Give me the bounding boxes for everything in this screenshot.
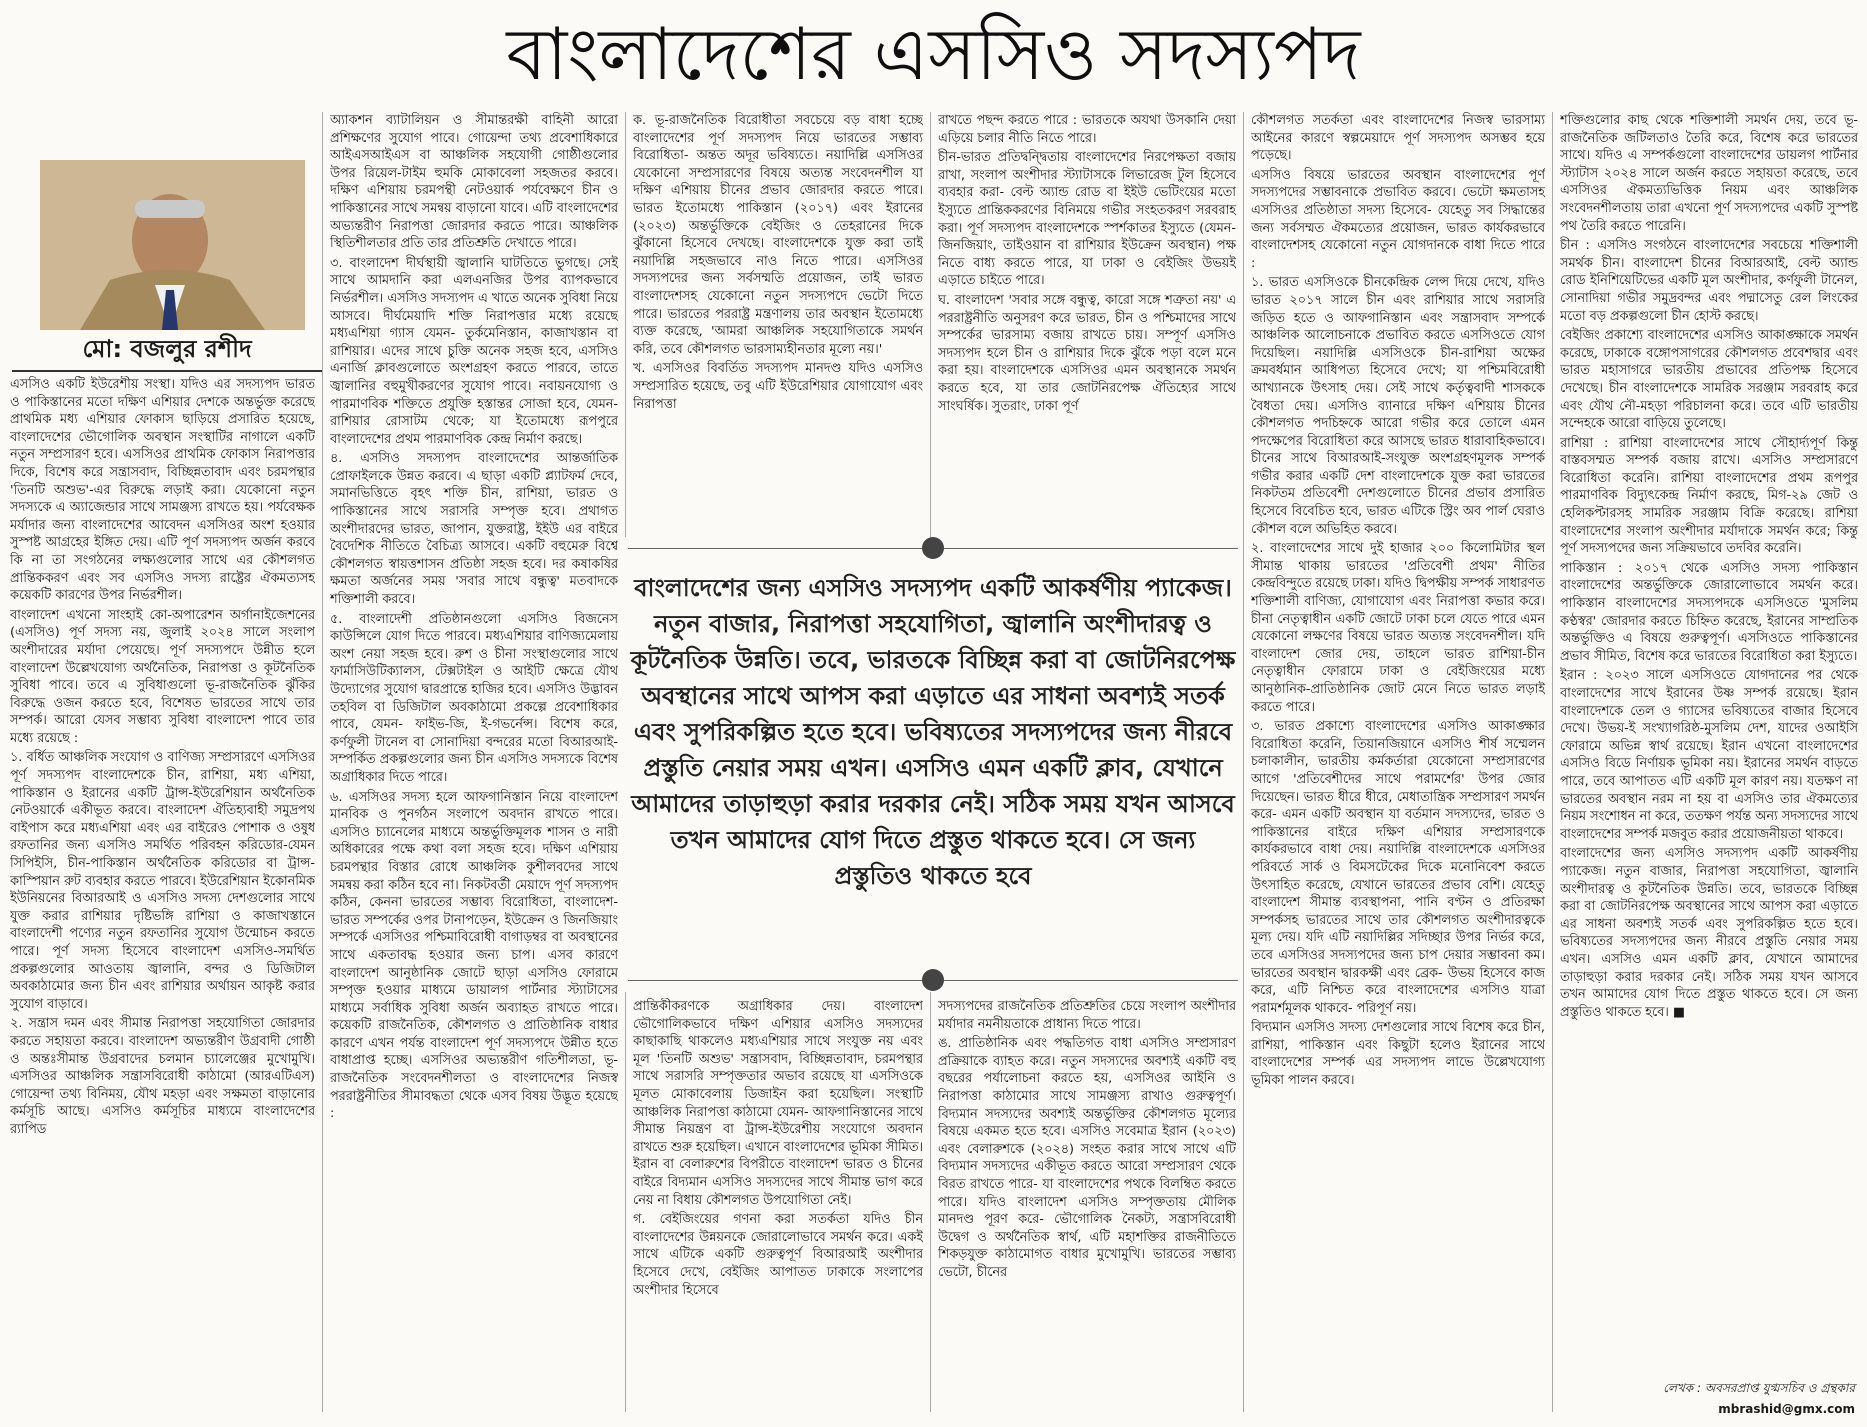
pull-quote: বাংলাদেশের জন্য এসসিও সদস্যপদ একটি আকর্ষণীয় প্যাকেজ। নতুন বাজার, নিরাপত্তা সহযোগিতা, জ্বালানি অংশীদারত্ব ও কূটনৈতিক উন্নতি। তবে, ভারতকে বিচ্ছিন্ন করা বা জোটনিরপেক্ষ অবস্থানের সাথে আপস করা এড়াতে এর সাধনা অবশ্যই সতর্ক এবং সুপরিকল্পিত হতে হবে। ভবিষ্যতের সদস্যপদের জন্য নীরবে প্রস্তুতি নেয়ার সময় এখন। এসসিও এমন একটি ক্লাব, যেখানে আমাদের তাড়াহুড়া করার দরকার নেই। সঠিক সময় যখন আসবে তখন আমাদের যোগ দিতে প্রস্তুত থাকতে হবে। সে জন্য প্রস্তুতিও থাকতে হবে (630, 574, 1236, 890)
column-rule (625, 992, 626, 1412)
column-rule (1552, 112, 1553, 1412)
pullquote-dot-bottom (922, 969, 944, 991)
author-email[interactable]: mbrashid@gmx.com (1718, 1402, 1855, 1416)
article-column-5: কৌশলগত সতর্কতা এবং বাংলাদেশের নিজস্ব ভারসাম্য আইনের কারণে স্বল্পমেয়াদে পূর্ণ সদস্যপদ অসম্ভব হয়ে পড়েছে। এসসিও বিষয়ে ভারতের অবস্থান বাংলাদেশের পূর্ণ সদস্যপদের সম্ভাবনাকে প্রভাবিত করবে। ভেটো ক্ষমতাসহ এসসিওর প্রতিষ্ঠাতা সদস্য হিসেবে- যেহেতু সব সিদ্ধান্তের জন্য সর্বসম্মত ঐকমত্যের প্রয়োজন, ভারত কার্যকরভাবে বাংলাদেশসহ যেকোনো নতুন যোগদানকে বাধা দিতে পারে : ১. ভারত এসসিওকে চীনকেন্দ্রিক লেন্স দিয়ে দেখে, যদিও ভারত ২০১৭ সালে চীন এবং রাশিয়ার সাথে সরাসরি জড়িত হতে ও আফগানিস্তান এবং সন্ত্রাসবাদ সম্পর্কে আঞ্চলিক আলোচনাকে প্রভাবিত করতে এসসিওতে যোগ দিয়েছিল। নয়াদিল্লি এসসিওকে চীন-রাশিয়া অক্ষের ক্রমবর্ধমান আধিপত্য হিসেবে দেখে; যা পশ্চিমবিরোধী আখ্যানকে উৎসাহ দেয়। সেই সাথে কর্তৃত্ববাদী শাসককে বৈধতা দেয়। এসসিও ব্যানারে দক্ষিণ এশিয়ায় চীনের কৌশলগত পদচিহ্নকে আরো গভীর করে তোলে এমন পদক্ষেপের বিরোধিতা করে আসছে ভারত ধারাবাহিকভাবে। চীনের সাথে বিআরআই-সংযুক্ত অংশগ্রহণমূলক সম্পর্ক গভীর করার একটি দেশ বাংলাদেশকে যুক্ত করা ভারতের নিকটতম প্রতিবেশী দেশগুলোতে চীনের প্রভাব প্রসারিত হিসেবে বিবেচিত হবে, ভারত এটিকে স্ট্রিং অব পার্ল ঘেরাও কৌশল বলে অভিহিত করবে। ২. বাংলাদেশের সাথে দুই হাজার ২০০ কিলোমিটার স্থল সীমান্ত থাকায় ভারতের 'প্রতিবেশী প্রথম' নীতির কেন্দ্রবিন্দুতে রয়েছে ঢাকা। যদিও দ্বিপক্ষীয় সম্পর্ক সাধারণত শক্তিশালী বাণিজ্য, যোগাযোগ এবং নিরাপত্তা কভার করে। চীনা নেতৃত্বাধীন একটি জোটে ঢাকা চলে যেতে পারে এমন যেকোনো লক্ষণের বিষয়ে ভারত অত্যন্ত সংবেদনশীল। যদি বাংলাদেশ জোর দেয়, তাহলে ভারত রাশিয়া-চীন নেতৃত্বাধীন ফোরামে ঢাকা ও বেইজিংয়ের মধ্যে আনুষ্ঠানিক-প্রাতিষ্ঠানিক জোট মেনে নিতে ভারত লড়াই করতে পারে। ৩. ভারত প্রকাশ্যে বাংলাদেশের এসসিও আকাঙ্ক্ষার বিরোধিতা করেনি, তিয়ানজিয়ানে এসসিও শীর্ষ সম্মেলন চলাকালীন, ভারতীয় কর্মকর্তারা যেকোনো সম্প্রসারণের আগে 'প্রতিবেশীদের সাথে পরামর্শের' উপর জোর দিয়েছেন। ভারত ধীরে ধীরে, মেধাতান্ত্রিক সম্প্রসারণ সমর্থন করে- এমন একটি অবস্থান যা বর্তমান সদস্যদের, ভারত ও পাকিস্তানের বাইরে দক্ষিণ এশিয়ার সম্প্রসারণকে কার্যকরভাবে বাধা দেয়। নয়াদিল্লি বাংলাদেশকে এসসিওর পরিবর্তে সার্ক ও বিমসটেকের দিকে মনোনিবেশ করতে উৎসাহিত করেছে, যেখানে ভারতের প্রভাব বেশি। যেহেতু বাংলাদেশ সীমান্ত ব্যবস্থাপনা, পানি বণ্টন ও প্রতিরক্ষা সম্পর্কসহ ভারতের সাথে তার কৌশলগত অংশীদারত্বকে মূল্য দেয়। যদি এটি নয়াদিল্লির সদিচ্ছার উপর নির্ভর করে, তবে এসসিওর সদস্যপদের জন্য চাপ দেয়ার সম্ভাবনা কম। ভারতের অবস্থান দ্বারকক্ষী এবং ব্রেক- উভয় হিসেবে কাজ করে, এটি নিশ্চিত করে বাংলাদেশের এসসিও যাত্রা পরামর্শমূলক থাকবে- পরিপূর্ণ নয়। বিদ্যমান এসসিও সদস্য দেশগুলোর সাথে বিশেষ করে চীন, রাশিয়া, পাকিস্তান এবং কিছুটা হলেও ইরানের সাথে বাংলাদেশের সম্পর্ক এর সদস্যপদ লাভে উল্লেখযোগ্য ভূমিকা পালন করবে। (1251, 113, 1545, 1089)
headline: বাংলাদেশের এসসিও সদস্যপদ (506, 12, 1361, 96)
pullquote-dot-top (922, 537, 944, 559)
article-column-4: রাখতে পছন্দ করতে পারে : ভারতকে অযথা উসকানি দেয়া এড়িয়ে চলার নীতি নিতে পারে। চীন-ভারত প্রতিদ্বন্দ্বিতায় বাংলাদেশের নিরপেক্ষতা বজায় রাখা, সংলাপ অংশীদার স্ট্যাটাসকে লিভারেজ টুল হিসেবে ব্যবহার করা- বেল্ট অ্যান্ড রোড বা ইইউ ভেটিংয়ের মতো ইস্যুতে প্রান্তিককরণের বিনিময়ে গভীর সংহতকরণ সরবরাহ করা। পূর্ণ সদস্যপদ বাংলাদেশকে স্পর্শকাতর ইস্যুতে (যেমন- জিনজিয়াং, তাইওয়ান বা রাশিয়ার ইউক্রেন অবস্থান) পক্ষ নিতে বাধ্য করতে পারে, যা ঢাকা ও বেইজিং উভয়ই এড়াতে চাইতে পারে। ঘ. বাংলাদেশ 'সবার সঙ্গে বন্ধুত্ব, কারো সঙ্গে শত্রুতা নয়' এ পররাষ্ট্রনীতি অনুসরণ করে ভারত, চীন ও পশ্চিমাদের সাথে সম্পর্কের ভারসাম্য বজায় রাখতে চায়। সম্পূর্ণ এসসিও সদস্যপদ হলে চীন ও রাশিয়ার দিকে ঝুঁকে পড়া বলে মনে করা হয়। বাংলাদেশকে এসসিওর এমন অবস্থানকে সমর্থন করতে হবে, যা তার জোটনিরপেক্ষ ঐতিহ্যের সাথে সাংঘর্ষিক। সুতরাং, ঢাকা পূর্ণ (938, 113, 1236, 414)
article-column-3-lower: প্রান্তিকীকরণকে অগ্রাধিকার দেয়। বাংলাদেশ ভৌগোলিকভাবে দক্ষিণ এশিয়ার এসসিও সদস্যদের কাছাকাছি থাকলেও মধ্যএশিয়ার সাথে সংযুক্ত নয় এবং মূল 'তিনটি অশুভ' সন্ত্রাসবাদ, বিচ্ছিন্নতাবাদ, চরমপন্থার সাথে সরাসরি সম্পৃক্ততার অভাব রয়েছে যা এসসিওকে মূলত মোকাবেলায় ডিজাইন করা হয়েছিল। সংস্থাটি আঞ্চলিক নিরাপত্তা কাঠামো যেমন- আফগানিস্তানের সাথে সীমান্ত নিয়ন্ত্রণ বা ট্রান্স-ইউরেশীয় সংযোগে অবদান রাখতে শুরু হয়েছিল। এখানে বাংলাদেশের ভূমিকা সীমিত। ইরান বা বেলারুশের বিপরীতে বাংলাদেশ ভারত ও চীনের বাইরে বিদ্যমান এসসিও সদস্যদের সাথে সীমান্ত ভাগ করে নেয় না বিধায় কৌশলগত উপযোগিতা নেই। গ. বেইজিংয়ের গণনা করা সতর্কতা যদিও চীন বাংলাদেশের উন্নয়নকে জোরালোভাবে সমর্থন করে। একই সাথে এটিকে একটি গুরুত্বপূর্ণ বিআরআই অংশীদার হিসেবে দেখে, বেইজিং আপাতত ঢাকাকে সংলাপের অংশীদার হিসেবে (633, 999, 923, 1298)
article-column-6: শক্তিগুলোর কাছ থেকে শক্তিশালী সমর্থন দেয়, তবে ভূ-রাজনৈতিক জটিলতাও তৈরি করে, বিশেষ করে ভারতের সাথে। যদিও এ সম্পর্কগুলো বাংলাদেশের ডায়লগ পার্টনার স্ট্যাটাস ২০২৪ সালে অর্জন করতে সহায়তা করেছে, তবে এসসিওর ঐকমত্যভিত্তিক নিয়ম এবং আঞ্চলিক সংবেদনশীলতায় তারা এখনো পূর্ণ সদস্যপদের একটি সুস্পষ্ট পথ তৈরি করতে পারেনি। চীন : এসসিও সংগঠনে বাংলাদেশের সবচেয়ে শক্তিশালী সমর্থক চীন। বাংলাদেশ চীনের বিআরআই, বেল্ট অ্যান্ড রোড ইনিশিয়েটিভের একটি মূল অংশীদার, কর্ণফুলী টানেল, সোনাদিয়া গভীর সমুদ্রবন্দর এবং পদ্মাসেতু রেল লিংকের মতো বড় প্রকল্পগুলো চীন হোস্ট করছে। বেইজিং প্রকাশ্যে বাংলাদেশের এসসিও আকাঙ্ক্ষাকে সমর্থন করেছে, ঢাকাকে বঙ্গোপসাগরের কৌশলগত প্রবেশদ্বার এবং ভারত মহাসাগরে ভারতীয় প্রভাবের প্রতিপক্ষ হিসেবে দেখেছে। চীন বাংলাদেশকে সামরিক সরঞ্জাম সরবরাহ করে এবং যৌথ নৌ-মহড়া পরিচালনা করে। তবে এটি ভারতীয় সন্দেহকে আরো বাড়িয়ে তুলেছে। রাশিয়া : রাশিয়া বাংলাদেশের সাথে সৌহার্দ্যপূর্ণ কিন্তু বাস্তবসম্মত সম্পর্ক বজায় রাখে। এসসিও সম্প্রসারণে বিরোধিতা করেনি। রাশিয়া বাংলাদেশের প্রথম রূপপুর পারমাণবিক বিদ্যুৎকেন্দ্র নির্মাণ করছে, মিগ-২৯ জেট ও হেলিকপ্টারসহ সামরিক সরঞ্জাম বিক্রি করেছে। রাশিয়া বাংলাদেশের সংলাপ অংশীদার মর্যাদাকে সমর্থন করে; কিন্তু পূর্ণ সদস্যপদের জন্য সক্রিয়ভাবে তদবির করেনি। পাকিস্তান : ২০১৭ থেকে এসসিও সদস্য পাকিস্তান বাংলাদেশের অন্তর্ভুক্তিকে জোরালোভাবে সমর্থন করে। পাকিস্তান বাংলাদেশের সদস্যপদকে এসসিওতে 'মুসলিম কণ্ঠস্বর' জোরদার করতে চিহ্নিত করেছে, ইরানের সাম্প্রতিক অন্তর্ভুক্তিও এ বিষয়ে গুরুত্বপূর্ণ। এসসিওতে পাকিস্তানের প্রভাব সীমিত, বিশেষ করে ভারতের বিরোধিতা করা ইস্যুতে। ইরান : ২০২৩ সালে এসসিওতে যোগদানের পর থেকে বাংলাদেশের সাথে ইরানের উষ্ণ সম্পর্ক রয়েছে। ইরান বাংলাদেশকে তেল ও গ্যাসের ভবিষ্যতের বাজার হিসেবে দেখে। উভয়-ই সংখ্যাগরিষ্ঠ-মুসলিম দেশ, যাদের ওআইসি ফোরামে অভিন্ন স্বার্থ রয়েছে। ইরান এখনো বাংলাদেশের এসসিও বিডে নির্ণায়ক ভূমিকা নয়। ইরানের সমর্থন বাড়তে পারে, তবে আপাতত এটি একটি মূল কারণ নয়। যতক্ষণ না ভারতের অবস্থান নরম না হয় বা এসসিও তার ঐকমত্যের নিয়ম সংশোধন না করে, ততক্ষণ পর্যন্ত অন্য সদস্যদের সাথে বাংলাদেশের সম্পর্ক মজবুত করার প্রয়োজনীয়তা থাকবে। বাংলাদেশের জন্য এসসিও সদস্যপদ একটি আকর্ষণীয় প্যাকেজ। নতুন বাজার, নিরাপত্তা সহযোগিতা, জ্বালানি অংশীদারত্ব ও কূটনৈতিক উন্নতি। তবে, ভারতকে বিচ্ছিন্ন করা বা জোটনিরপেক্ষ অবস্থানের সাথে আপস করা এড়াতে এর সাধনা অবশ্যই সতর্ক এবং সুপরিকল্পিত হতে হবে। ভবিষ্যতের সদস্যপদের জন্য নীরবে প্রস্তুতি নেয়ার সময় এখন। এসসিও এমন একটি ক্লাব, যেখানে আমাদের তাড়াহুড়া করার দরকার নেই। সঠিক সময় যখন আসবে তখন আমাদের যোগ দিতে প্রস্তুত থাকতে হবে। সে জন্য প্রস্তুতিও থাকতে হবে। ■ (1560, 113, 1858, 1020)
article-column-4-lower: সদস্যপদের রাজনৈতিক প্রতিশ্রুতির চেয়ে সংলাপ অংশীদার মর্যাদার নমনীয়তাকে প্রাধান্য দিতে পারে। ঙ. প্রাতিষ্ঠানিক এবং পদ্ধতিগত বাধা এসসিও সম্প্রসারণ প্রক্রিয়াকে ব্যাহত করে। নতুন সদস্যদের অবশ্যই একটি বহু বছরের পর্যালোচনা করতে হয়, এসসিওর আইনি ও নিরাপত্তা কাঠামোর সাথে সামঞ্জস্য রাখাও গুরুত্বপূর্ণ। বিদ্যমান সদস্যদের অবশ্যই অন্তর্ভুক্তির কৌশলগত মূল্যের বিষয়ে একমত হতে হবে। এসসিও সবেমাত্র ইরান (২০২৩) এবং বেলারুশকে (২০২৪) সংহত করার সাথে সাথে এটি বিদ্যমান সদস্যদের একীভূত করতে আরো সম্প্রসারণ থেকে বিরত রাখতে পারে- যা বাংলাদেশের পথকে বিলম্বিত করতে পারে। যদিও বাংলাদেশ এসসিও সম্পৃক্ততায় মৌলিক মানদণ্ড পূরণ করে- ভৌগোলিক নৈকট্য, সন্ত্রাসবিরোধী উদ্বেগ ও অর্থনৈতিক স্বার্থ, এটি মহাশক্তির রাজনীতিতে শিকড়যুক্ত কাঠামোগত বাধার মুখোমুখি। ভারতের সম্ভাব্য ভেটো, চীনের (938, 999, 1236, 1280)
column-rule (322, 112, 323, 1412)
author-name: মো: বজলুর রশীদ (12, 328, 322, 372)
column-rule (625, 112, 626, 537)
column-rule (930, 992, 931, 1412)
article-column-3: ক. ভূ-রাজনৈতিক বিরোধীতা সবচেয়ে বড় বাধা হচ্ছে বাংলাদেশের পূর্ণ সদস্যপদ নিয়ে ভারতের সম্ভাব্য বিরোধিতা- অন্তত অদূর ভবিষ্যতে। নয়াদিল্লি এসসিওর যেকোনো সম্প্রসারণের বিষয়ে অত্যন্ত সংবেদনশীল যা দক্ষিণ এশিয়ায় চীনের প্রভাব জোরদার করতে পারে। ভারত ইতোমধ্যে পাকিস্তান (২০১৭) এবং ইরানের (২০২৩) অন্তর্ভুক্তিকে বেইজিং ও তেহরানের দিকে ঝুঁকানো হিসেবে দেখছে। বাংলাদেশকে যুক্ত করা তাই নয়াদিল্লি সহজভাবে নাও নিতে পারে। এসসিওর সদস্যপদের জন্য সর্বসম্মতি প্রয়োজন, তাই ভারত বাংলাদেশসহ যেকোনো নতুন সদস্যপদে ভেটো দিতে পারে। ভারতের পররাষ্ট্র মন্ত্রণালয় তার অবস্থান ইতোমধ্যে ব্যক্ত করেছে, 'আমরা আঞ্চলিক সহযোগিতাকে সমর্থন করি, তবে কৌশলগত ভারসাম্যহীনতার মূল্যে নয়।' খ. এসসিওর বিবর্তিত সদস্যপদ মানদণ্ড যদিও এসসিও সম্প্রসারিত হয়েছে, তবু এটি ইউরেশিয়ার যোগাযোগ এবং নিরাপত্তা (633, 113, 923, 412)
article-column-1: এসসিও একটি ইউরেশীয় সংস্থা। যদিও এর সদস্যপদ ভারত ও পাকিস্তানের মতো দক্ষিণ এশিয়ার দেশকে অন্তর্ভুক্ত করেছে প্রাথমিক মধ্য এশিয়ার ফোকাস ছাড়িয়ে প্রসারিত হয়েছে, বাংলাদেশের ভৌগোলিক অবস্থান সংস্থাটির নাগালে একটি নতুন সম্প্রসারণ হবে। এসসিওর প্রাথমিক ফোকাস নিরাপত্তার দিকে, বিশেষ করে সন্ত্রাসবাদ, বিচ্ছিন্নতাবাদ এবং চরমপন্থার 'তিনটি অশুভ'-এর বিরুদ্ধে লড়াই করা। যেকোনো নতুন সদস্যকে এ অ্যাজেন্ডার সাথে সামঞ্জস্য রাখতে হয়। পর্যবেক্ষক মর্যাদার জন্য বাংলাদেশের আবেদন এসসিওর অংশ হওয়ার সুস্পষ্ট আগ্রহের ইঙ্গিত দেয়। এটি পূর্ণ সদস্যপদ অর্জন করবে কি না তা সংগঠনের লক্ষ্যগুলোর সাথে এর কৌশলগত প্রান্তিককরণ এবং সব এসসিও সদস্য রাষ্ট্রের ঐকমত্যসহ কয়েকটি কারণের উপর নির্ভরশীল। বাংলাদেশ এখনো সাংহাই কো-অপারেশন অর্গানাইজেশনের (এসসিও) পূর্ণ সদস্য নয়, জুলাই ২০২৪ সালে সংলাপ অংশীদারের মর্যাদা পেয়েছে। পূর্ণ সদস্যপদে উন্নীত হলে বাংলাদেশ উল্লেখযোগ্য অর্থনৈতিক, নিরাপত্তা ও কূটনৈতিক সুবিধা পাবে। তবে এ সুবিধাগুলো ভূ-রাজনৈতিক ঝুঁকির বিরুদ্ধে ওজন করতে হবে, বিশেষত ভারতের সাথে তার সম্পর্ক। আরো যেসব সম্ভাব্য সুবিধা বাংলাদেশ পাবে তার মধ্যে রয়েছে : ১. বর্ধিত আঞ্চলিক সংযোগ ও বাণিজ্য সম্প্রসারণে এসসিওর পূর্ণ সদস্যপদ বাংলাদেশকে চীন, রাশিয়া, মধ্য এশিয়া, পাকিস্তান ও ইরানের একটি ট্রান্স-ইউরেশিয়ান অর্থনৈতিক নেটওয়ার্কে একীভূত করবে। বাংলাদেশ ঐতিহ্যবাহী সমুদ্রপথ বাইপাস করে মধ্যএশিয়া এবং এর বাইরেও পোশাক ও ওষুধ রফতানির জন্য এসসিও সমর্থিত পরিবহন করিডোর-যেমন সিপিইসি, চীন-পাকিস্তান অর্থনৈতিক করিডোর বা ট্রান্স-কাস্পিয়ান রুট ব্যবহার করতে পারবে। ইউরেশিয়ান ইকোনমিক ইউনিয়নের বিআরআই ও এসসিও সদস্য দেশগুলোর সাথে যুক্ত করার রাশিয়ার দৃষ্টিভঙ্গি রাশিয়া ও কাজাখস্তানে বাংলাদেশী পণ্যের নতুন রফতানির সুযোগ উন্মোচন করতে পারে। পূর্ণ সদস্য হিসেবে বাংলাদেশ এসসিও-সমর্থিত প্রকল্পগুলোর আওতায় জ্বালানি, বন্দর ও ডিজিটাল অবকাঠামোর জন্য চীন এবং রাশিয়ার অর্থায়ন আকৃষ্ট করার সুযোগ বাড়াবে। ২. সন্ত্রাস দমন এবং সীমান্ত নিরাপত্তা সহযোগিতা জোরদার করতে সহায়তা করবে। বাংলাদেশ অভ্যন্তরীণ উগ্রবাদী গোষ্ঠী ও অন্তঃসীমান্ত উগ্রবাদের চলমান চ্যালেঞ্জের মুখোমুখি। এসসিওর আঞ্চলিক সন্ত্রাসবিরোধী কাঠামো (আরএটিএস) গোয়েন্দা তথ্য বিনিময়, যৌথ মহড়া এবং সক্ষমতা বাড়ানোর কর্মসূচি আছে। এসসিও কর্মসূচির মাধ্যমে বাংলাদেশের র‍্যাপিড (10, 377, 315, 1137)
author-note: লেখক : অবসরপ্রাপ্ত যুগ্মসচিব ও গ্রন্থকার (1663, 1381, 1855, 1395)
column-rule (930, 112, 931, 537)
article-column-2: অ্যাকশন ব্যাটালিয়ন ও সীমান্তরক্ষী বাহিনী আরো প্রশিক্ষণের সুযোগ পাবে। গোয়েন্দা তথ্য প্রবেশাধিকারে আইএসআইএস বা আঞ্চলিক সহযোগী গোষ্ঠীগুলোর উপর রিয়েল-টাইম হুমকি মোকাবেলা সহজতর করবে। দক্ষিণ এশিয়ায় চরমপন্থী নেটওয়ার্ক পর্যবেক্ষণে চীন ও পাকিস্তানের সাথে সমন্বয় বাড়ানো যাবে। এটি বাংলাদেশের অভ্যন্তরীণ নিরাপত্তা জোরদার করতে পারে। আঞ্চলিক স্থিতিশীলতার প্রতি তার প্রতিশ্রুতি দেখাতে পারে। ৩. বাংলাদেশ দীর্ঘস্থায়ী জ্বালানি ঘাটতিতে ভুগছে। সেই সাথে আমদানি করা এলএনজির উপর ব্যাপকভাবে নির্ভরশীল। এসসিও সদস্যপদ এ খাতে অনেক সুবিধা নিয়ে আসবে। দীর্ঘমেয়াদি শক্তি নিরাপত্তার মধ্যে রয়েছে মধ্যএশিয়া গ্যাস যেমন- তুর্কমেনিস্তান, কাজাখস্তান বা রাশিয়ার। এদের সাথে চুক্তি অনেক সহজ হবে, এসসিও এনার্জি ক্লাবগুলোতে অংশগ্রহণ করতে পারবে, তাতে জ্বালানির বহুমুখীকরণের সুযোগ পাবে। নবায়নযোগ্য ও পারমাণবিক শক্তিতে প্রযুক্তি হস্তান্তর সোজা হবে, যেমন- রাশিয়ার রোসাটম থেকে; যা ইতোমধ্যে রূপপুরে বাংলাদেশের প্রথম পারমাণবিক কেন্দ্র নির্মাণ করছে। ৪. এসসিও সদস্যপদ বাংলাদেশের আন্তর্জাতিক প্রোফাইলকে উন্নত করবে। এ ছাড়া একটি প্ল্যাটফর্ম দেবে, সমানভিত্তিতে বৃহৎ শক্তি চীন, রাশিয়া, ভারত ও পাকিস্তানের সাথে সরাসরি সম্পৃক্ত হবে। প্রথাগত অংশীদারদের ভারত, জাপান, যুক্তরাষ্ট্র, ইইউ এর বাইরে বৈদেশিক নীতিতে বৈচিত্র্য আসবে। একটি বহুমেরু বিশ্বে কৌশলগত স্বায়ত্তশাসন প্রতিষ্ঠা সহজ হবে। দর কষাকষির ক্ষমতা অর্জনের সময় 'সবার সাথে বন্ধুত্ব' মতবাদকে শক্তিশালী করবে। ৫. বাংলাদেশী প্রতিষ্ঠানগুলো এসসিও বিজনেস কাউন্সিলে যোগ দিতে পারবে। মধ্যএশিয়ার বাণিজ্যমেলায় অংশ নেয়া সহজ হবে। রুশ ও চীনা সংস্থাগুলোর সাথে ফার্মাসিউটিক্যালস, টেক্সটাইল ও আইটি ক্ষেত্রে যৌথ উদ্যোগের সুযোগ দ্বারপ্রান্তে হাজির হবে। এসসিও উদ্ভাবন তহবিল বা ডিজিটাল অবকাঠামো প্রকল্পে প্রবেশাধিকার পাবে, যেমন- ফাইভ-জি, ই-গভর্নেন্স। বিশেষ করে, কর্ণফুলী টানেল বা সোনাদিয়া বন্দরের মতো বিআরআই-সম্পর্কিত প্রকল্পগুলোর জন্য চীন এসসিও সদস্যকে বিশেষ অগ্রাধিকার দিতে পারে। ৬. এসসিওর সদস্য হলে আফগানিস্তান নিয়ে বাংলাদেশ মানবিক ও পুনর্গঠন সংলাপে অবদান রাখতে পারে। এসসিও চ্যানেলের মাধ্যমে অন্তর্ভুক্তিমূলক শাসন ও নারী অধিকারের পক্ষে কথা বলা সহজ হবে। দক্ষিণ এশিয়ায় চরমপন্থার বিস্তার রোধে আঞ্চলিক কুশীলবদের সাথে সমন্বয় করা কঠিন হবে না। নিকটবর্তী মেয়াদে পূর্ণ সদস্যপদ কঠিন, কেননা ভারতের সম্ভাব্য বিরোধিতা, বাংলাদেশ-ভারত সম্পর্কের ওপর টানাপড়েন, ইউক্রেন ও জিনজিয়াং সম্পর্কে এসসিওর পশ্চিমাবিরোধী বাগাড়ম্বর বা অবস্থানের সাথে একতাবদ্ধ হওয়ার জন্য চাপ। এসব কারণে বাংলাদেশ আনুষ্ঠানিক জোটে ছাড়া এসসিও ফোরামে সম্পৃক্ত হওয়ার মাধ্যমে ডায়ালগ পার্টনার স্ট্যাটাসের মাধ্যমে সর্বাধিক সুবিধা অর্জন অব্যাহত রাখতে পারে। কয়েকটি রাজনৈতিক, কৌশলগত ও প্রাতিষ্ঠানিক বাধার কারণে এখন পর্যন্ত বাংলাদেশ পূর্ণ সদস্যপদে উন্নীত হতে বাধাপ্রাপ্ত হচ্ছে। এসসিওর অভ্যন্তরীণ গতিশীলতা, ভূ-রাজনৈতিক সংবেদনশীলতা ও বাংলাদেশের নিজস্ব পররাষ্ট্রনীতির সীমাবদ্ধতা থেকে এসব বিষয় উদ্ভূত হয়েছে : (330, 113, 618, 1122)
author-photo (40, 160, 305, 330)
column-rule (1243, 112, 1244, 1412)
